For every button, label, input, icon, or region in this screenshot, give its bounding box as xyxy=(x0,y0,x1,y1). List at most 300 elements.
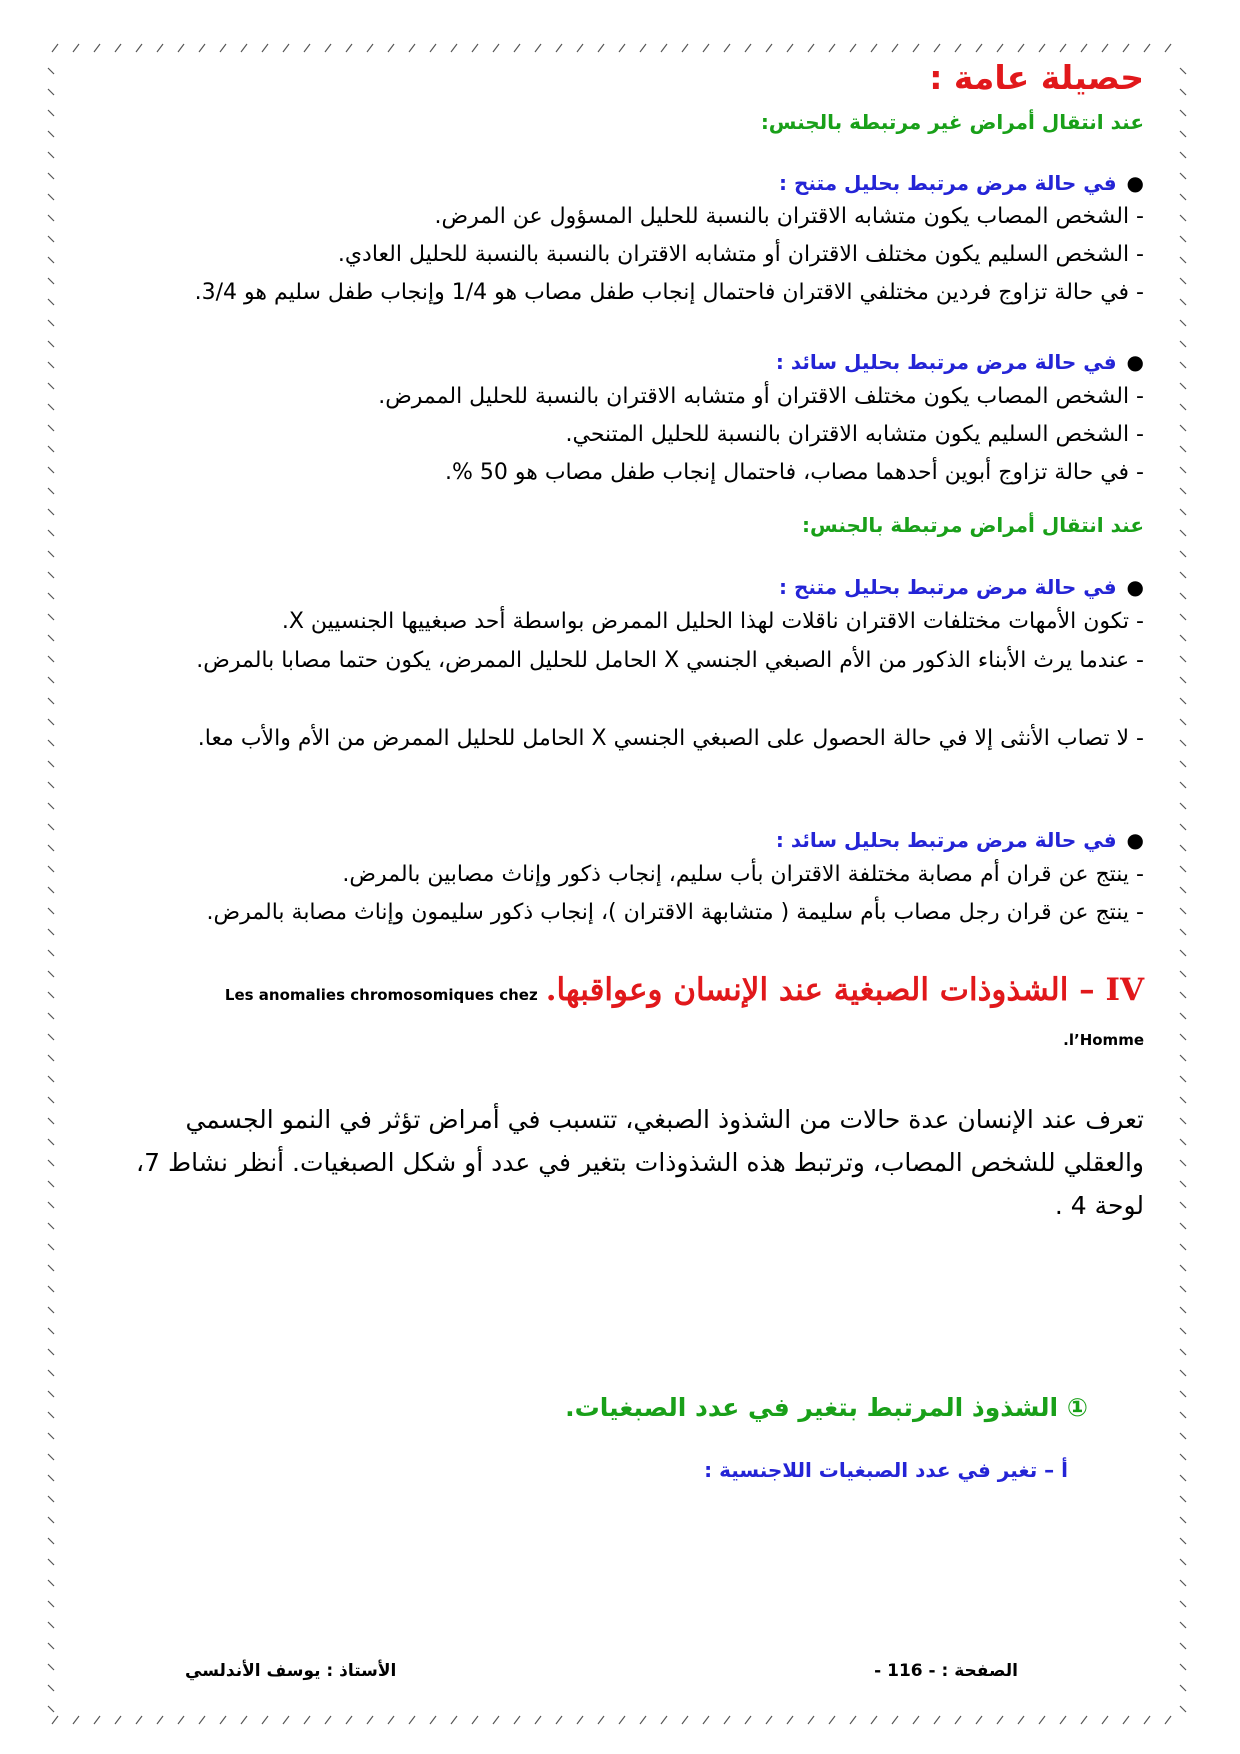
subsection-a-title: أ – تغير في عدد الصبغيات اللاجنسية : xyxy=(704,1458,1068,1482)
border-tick xyxy=(48,677,54,683)
border-tick xyxy=(115,44,121,52)
border-tick xyxy=(1180,887,1186,893)
border-tick xyxy=(52,44,58,52)
border-tick xyxy=(703,1716,709,1724)
border-tick xyxy=(430,44,436,52)
border-tick xyxy=(48,992,54,998)
border-tick xyxy=(48,1223,54,1229)
border-tick xyxy=(1180,908,1186,914)
list-item: - في حالة تزاوج فردين مختلفي الاقتران فاحتمال إنجاب طفل مصاب هو 1/4 وإنجاب طفل سليم هو 3/4. xyxy=(194,280,1144,305)
border-tick xyxy=(1180,614,1186,620)
border-tick xyxy=(766,1716,772,1724)
border-tick xyxy=(724,1716,730,1724)
border-tick xyxy=(115,1716,121,1724)
border-tick xyxy=(48,1034,54,1040)
border-tick xyxy=(48,950,54,956)
border-tick xyxy=(1180,1223,1186,1229)
border-tick xyxy=(1180,992,1186,998)
border-tick xyxy=(1180,971,1186,977)
border-tick xyxy=(1180,1622,1186,1628)
border-tick xyxy=(367,1716,373,1724)
border-tick xyxy=(976,1716,982,1724)
list-item: - تكون الأمهات مختلفات الاقتران ناقلات لهذا الحليل الممرض بواسطة أحد صبغييها الجنسيين X. xyxy=(281,609,1144,634)
dominant-heading-text: في حالة مرض مرتبط بحليل سائد : xyxy=(775,350,1117,374)
border-tick xyxy=(1180,194,1186,200)
border-tick xyxy=(48,1076,54,1082)
border-tick xyxy=(1180,1685,1186,1691)
border-tick xyxy=(871,1716,877,1724)
border-tick xyxy=(934,1716,940,1724)
border-tick xyxy=(48,803,54,809)
border-tick xyxy=(48,614,54,620)
border-tick xyxy=(48,1391,54,1397)
border-tick xyxy=(1102,1716,1108,1724)
border-tick xyxy=(48,1433,54,1439)
border-tick xyxy=(1102,44,1108,52)
border-tick xyxy=(136,1716,142,1724)
border-tick xyxy=(48,1538,54,1544)
border-tick xyxy=(955,44,961,52)
border-tick xyxy=(346,44,352,52)
border-tick xyxy=(913,1716,919,1724)
border-tick xyxy=(304,44,310,52)
border-tick xyxy=(48,446,54,452)
document-page xyxy=(100,58,1158,1698)
border-tick xyxy=(1180,278,1186,284)
border-tick xyxy=(1123,44,1129,52)
border-tick xyxy=(745,44,751,52)
border-tick xyxy=(850,44,856,52)
border-tick xyxy=(1180,1496,1186,1502)
border-tick xyxy=(955,1716,961,1724)
border-tick xyxy=(325,44,331,52)
border-tick xyxy=(871,44,877,52)
border-tick xyxy=(892,44,898,52)
border-tick xyxy=(94,1716,100,1724)
border-tick xyxy=(48,572,54,578)
border-tick xyxy=(766,44,772,52)
border-tick xyxy=(241,1716,247,1724)
border-tick xyxy=(850,1716,856,1724)
border-tick xyxy=(48,1643,54,1649)
border-tick xyxy=(1180,152,1186,158)
border-tick xyxy=(1165,44,1171,52)
border-tick xyxy=(1180,1559,1186,1565)
border-tick xyxy=(997,1716,1003,1724)
border-tick xyxy=(409,1716,415,1724)
border-tick xyxy=(48,1307,54,1313)
border-tick xyxy=(1180,1055,1186,1061)
border-tick xyxy=(556,1716,562,1724)
border-tick xyxy=(157,44,163,52)
border-tick xyxy=(1039,1716,1045,1724)
border-tick xyxy=(1180,425,1186,431)
border-tick xyxy=(48,1664,54,1670)
border-tick xyxy=(1180,299,1186,305)
section-iv-title-fr-cont: l’Homme. xyxy=(1063,1031,1144,1049)
border-tick xyxy=(48,1580,54,1586)
border-tick xyxy=(976,44,982,52)
border-tick xyxy=(1180,1097,1186,1103)
border-tick xyxy=(48,1685,54,1691)
footer-author: الأستاذ : يوسف الأندلسي xyxy=(185,1661,397,1681)
border-tick xyxy=(535,1716,541,1724)
border-tick xyxy=(48,1013,54,1019)
border-tick xyxy=(48,1622,54,1628)
section-iv-intro: تعرف عند الإنسان عدة حالات من الشذوذ الصبغي، تتسبب في أمراض تؤثر في النمو الجسمي والعقلي للشخص المصاب، وترتبط هذه الشذوذات بتغير في عدد أو شكل الصبغيات. أنظر نشاط 7، لوحة 4 . xyxy=(136,1105,1144,1220)
list-item: - الشخص المصاب يكون مختلف الاقتران أو متشابه الاقتران بالنسبة للحليل الممرض. xyxy=(378,384,1144,409)
border-tick xyxy=(178,44,184,52)
border-tick xyxy=(1180,1307,1186,1313)
border-tick xyxy=(1060,44,1066,52)
border-tick xyxy=(52,1716,58,1724)
border-tick xyxy=(1180,824,1186,830)
border-tick xyxy=(73,1716,79,1724)
border-tick xyxy=(262,1716,268,1724)
border-tick xyxy=(48,110,54,116)
border-tick xyxy=(48,173,54,179)
border-tick xyxy=(1180,1202,1186,1208)
border-tick xyxy=(48,908,54,914)
border-tick xyxy=(1180,1349,1186,1355)
border-tick xyxy=(661,1716,667,1724)
border-tick xyxy=(48,1517,54,1523)
border-tick xyxy=(1180,509,1186,515)
summary-title: حصيلة عامة : xyxy=(929,58,1144,97)
section-iv-title xyxy=(104,972,1144,1008)
border-tick xyxy=(1180,1370,1186,1376)
border-tick xyxy=(661,44,667,52)
border-tick xyxy=(1180,1517,1186,1523)
border-tick xyxy=(787,1716,793,1724)
border-tick xyxy=(619,1716,625,1724)
border-tick xyxy=(1180,110,1186,116)
border-tick xyxy=(48,635,54,641)
recessive-heading-text: في حالة مرض مرتبط بحليل متنح : xyxy=(779,575,1117,599)
border-tick xyxy=(48,698,54,704)
border-tick xyxy=(48,425,54,431)
border-tick xyxy=(1180,89,1186,95)
border-tick xyxy=(682,1716,688,1724)
border-tick xyxy=(48,845,54,851)
border-tick xyxy=(1180,1412,1186,1418)
border-tick xyxy=(48,1118,54,1124)
border-tick xyxy=(1180,1244,1186,1250)
border-tick xyxy=(556,44,562,52)
border-tick xyxy=(1018,1716,1024,1724)
border-tick xyxy=(1144,1716,1150,1724)
border-tick xyxy=(829,1716,835,1724)
border-tick xyxy=(997,44,1003,52)
list-item: - ينتج عن قران أم مصابة مختلفة الاقتران بأب سليم، إنجاب ذكور وإناث مصابين بالمرض. xyxy=(342,862,1144,887)
border-tick xyxy=(682,44,688,52)
border-tick xyxy=(48,257,54,263)
border-tick xyxy=(304,1716,310,1724)
bullet-icon: ● xyxy=(1126,828,1144,852)
border-tick xyxy=(409,44,415,52)
border-tick xyxy=(1180,1643,1186,1649)
border-tick xyxy=(724,44,730,52)
border-tick xyxy=(48,1475,54,1481)
border-tick xyxy=(1180,383,1186,389)
recessive-heading xyxy=(779,171,1144,195)
border-tick xyxy=(48,1454,54,1460)
recessive-heading-text: في حالة مرض مرتبط بحليل متنح : xyxy=(779,171,1117,195)
border-tick xyxy=(1180,1328,1186,1334)
border-tick xyxy=(48,68,54,74)
border-tick xyxy=(388,1716,394,1724)
border-tick xyxy=(913,44,919,52)
border-tick xyxy=(1180,446,1186,452)
border-tick xyxy=(48,971,54,977)
border-tick xyxy=(493,1716,499,1724)
border-tick xyxy=(1180,68,1186,74)
border-tick xyxy=(48,1139,54,1145)
border-tick xyxy=(48,194,54,200)
border-tick xyxy=(48,1097,54,1103)
border-tick xyxy=(493,44,499,52)
border-tick xyxy=(1180,656,1186,662)
non-sex-linked-heading: عند انتقال أمراض غير مرتبطة بالجنس: xyxy=(760,110,1144,134)
border-tick xyxy=(1081,1716,1087,1724)
border-tick xyxy=(430,1716,436,1724)
border-tick xyxy=(48,89,54,95)
border-tick xyxy=(1180,698,1186,704)
border-tick xyxy=(1180,782,1186,788)
border-tick xyxy=(703,44,709,52)
border-tick xyxy=(1180,1139,1186,1145)
border-tick xyxy=(220,44,226,52)
border-tick xyxy=(1180,1034,1186,1040)
border-tick xyxy=(808,44,814,52)
dominant-heading-text: في حالة مرض مرتبط بحليل سائد : xyxy=(775,828,1117,852)
list-item: - ينتج عن قران رجل مصاب بأم سليمة ( متشابهة الاقتران )، إنجاب ذكور سليمون وإناث مصابة بالمرض. xyxy=(206,900,1144,925)
border-tick xyxy=(48,1496,54,1502)
list-item: - الشخص السليم يكون متشابه الاقتران بالنسبة للحليل المتنحي. xyxy=(565,422,1144,447)
dominant-heading xyxy=(776,350,1144,374)
border-tick xyxy=(1180,236,1186,242)
border-tick xyxy=(388,44,394,52)
border-tick xyxy=(1180,803,1186,809)
border-tick xyxy=(48,1160,54,1166)
border-tick xyxy=(48,1244,54,1250)
border-tick xyxy=(48,488,54,494)
border-tick xyxy=(48,152,54,158)
border-tick xyxy=(48,1601,54,1607)
border-tick xyxy=(157,1716,163,1724)
border-tick xyxy=(1039,44,1045,52)
border-tick xyxy=(1180,173,1186,179)
border-tick xyxy=(1180,572,1186,578)
border-tick xyxy=(829,44,835,52)
border-tick xyxy=(48,929,54,935)
border-tick xyxy=(48,362,54,368)
border-tick xyxy=(48,1055,54,1061)
border-tick xyxy=(1180,761,1186,767)
border-tick xyxy=(283,44,289,52)
border-tick xyxy=(1180,1475,1186,1481)
border-tick xyxy=(48,1370,54,1376)
border-tick xyxy=(48,551,54,557)
border-tick xyxy=(48,656,54,662)
border-tick xyxy=(1180,215,1186,221)
border-tick xyxy=(241,44,247,52)
border-tick xyxy=(1180,719,1186,725)
border-tick xyxy=(1180,1433,1186,1439)
bullet-icon: ● xyxy=(1126,350,1144,374)
border-tick xyxy=(1180,131,1186,137)
border-tick xyxy=(1180,593,1186,599)
recessive-heading xyxy=(779,575,1144,599)
border-tick xyxy=(808,1716,814,1724)
border-tick xyxy=(48,530,54,536)
border-tick xyxy=(1180,488,1186,494)
border-tick xyxy=(934,44,940,52)
border-tick xyxy=(577,1716,583,1724)
list-item: - لا تصاب الأنثى إلا في حالة الحصول على الصبغي الجنسي X الحامل للحليل الممرض من الأم والأب معا. xyxy=(197,726,1144,751)
border-tick xyxy=(1060,1716,1066,1724)
border-tick xyxy=(48,1349,54,1355)
border-tick xyxy=(472,44,478,52)
border-tick xyxy=(598,44,604,52)
section-iv-title-fr: Les anomalies chromosomiques chez xyxy=(224,986,538,1004)
border-tick xyxy=(48,887,54,893)
list-item: - الشخص المصاب يكون متشابه الاقتران بالنسبة للحليل المسؤول عن المرض. xyxy=(434,204,1144,229)
border-tick xyxy=(1123,1716,1129,1724)
border-tick xyxy=(48,719,54,725)
border-tick xyxy=(1180,1601,1186,1607)
numbered-subsection-title: ① الشذوذ المرتبط بتغير في عدد الصبغيات. xyxy=(565,1393,1088,1422)
border-tick xyxy=(1180,530,1186,536)
border-tick xyxy=(745,1716,751,1724)
border-tick xyxy=(1180,845,1186,851)
border-tick xyxy=(48,320,54,326)
border-tick xyxy=(619,44,625,52)
border-tick xyxy=(1018,44,1024,52)
list-item: - في حالة تزاوج أبوين أحدهما مصاب، فاحتمال إنجاب طفل مصاب هو 50 %. xyxy=(445,460,1144,485)
border-tick xyxy=(48,131,54,137)
border-tick xyxy=(1180,1118,1186,1124)
border-tick xyxy=(598,1716,604,1724)
border-tick xyxy=(136,44,142,52)
border-tick xyxy=(1180,1391,1186,1397)
border-tick xyxy=(787,44,793,52)
border-tick xyxy=(1180,320,1186,326)
border-tick xyxy=(1081,44,1087,52)
border-tick xyxy=(48,509,54,515)
border-tick xyxy=(346,1716,352,1724)
border-tick xyxy=(199,44,205,52)
border-tick xyxy=(94,44,100,52)
border-tick xyxy=(1180,404,1186,410)
border-tick xyxy=(48,782,54,788)
border-tick xyxy=(1180,1454,1186,1460)
border-tick xyxy=(451,44,457,52)
border-tick xyxy=(48,761,54,767)
footer-page-number: الصفحة : - 116 - xyxy=(874,1661,1018,1681)
border-tick xyxy=(1180,1538,1186,1544)
border-tick xyxy=(1180,1286,1186,1292)
border-tick xyxy=(1180,467,1186,473)
border-tick xyxy=(1180,1664,1186,1670)
border-tick xyxy=(220,1716,226,1724)
border-tick xyxy=(1180,635,1186,641)
border-tick xyxy=(199,1716,205,1724)
border-tick xyxy=(1180,929,1186,935)
border-tick xyxy=(48,278,54,284)
border-tick xyxy=(1180,1580,1186,1586)
border-tick xyxy=(1165,1716,1171,1724)
bullet-icon: ● xyxy=(1126,171,1144,195)
border-tick xyxy=(1180,677,1186,683)
border-tick xyxy=(48,1265,54,1271)
border-tick xyxy=(1180,341,1186,347)
border-tick xyxy=(48,1202,54,1208)
border-tick xyxy=(514,1716,520,1724)
border-tick xyxy=(1180,1265,1186,1271)
border-tick xyxy=(48,866,54,872)
border-tick xyxy=(48,1559,54,1565)
border-tick xyxy=(1180,551,1186,557)
border-tick xyxy=(48,404,54,410)
border-tick xyxy=(48,215,54,221)
border-tick xyxy=(640,1716,646,1724)
border-tick xyxy=(514,44,520,52)
border-tick xyxy=(577,44,583,52)
dominant-heading xyxy=(776,828,1144,852)
border-tick xyxy=(48,383,54,389)
border-tick xyxy=(73,44,79,52)
border-tick xyxy=(1180,866,1186,872)
border-tick xyxy=(367,44,373,52)
border-tick xyxy=(1180,1160,1186,1166)
border-tick xyxy=(1180,1013,1186,1019)
border-tick xyxy=(1180,1706,1186,1712)
border-tick xyxy=(535,44,541,52)
bullet-icon: ● xyxy=(1126,575,1144,599)
border-tick xyxy=(472,1716,478,1724)
sex-linked-heading: عند انتقال أمراض مرتبطة بالجنس: xyxy=(802,513,1144,537)
list-item: - الشخص السليم يكون مختلف الاقتران أو متشابه الاقتران بالنسبة بالنسبة للحليل العادي. xyxy=(337,242,1144,267)
border-tick xyxy=(325,1716,331,1724)
border-tick xyxy=(1180,362,1186,368)
border-tick xyxy=(48,341,54,347)
border-tick xyxy=(48,1706,54,1712)
border-tick xyxy=(1180,1076,1186,1082)
list-item: - عندما يرث الأبناء الذكور من الأم الصبغي الجنسي X الحامل للحليل الممرض، يكون حتما مصابا بالمرض. xyxy=(196,648,1144,673)
border-tick xyxy=(1180,1181,1186,1187)
border-tick xyxy=(640,44,646,52)
border-tick xyxy=(48,236,54,242)
border-tick xyxy=(48,1181,54,1187)
border-tick xyxy=(1180,740,1186,746)
border-tick xyxy=(48,824,54,830)
border-tick xyxy=(178,1716,184,1724)
border-tick xyxy=(451,1716,457,1724)
border-tick xyxy=(48,593,54,599)
border-tick xyxy=(48,1412,54,1418)
section-iv-title-ar: IV – الشذوذات الصبغية عند الإنسان وعواقبها. xyxy=(545,972,1144,1008)
border-tick xyxy=(48,1328,54,1334)
border-tick xyxy=(48,740,54,746)
border-tick xyxy=(48,1286,54,1292)
border-tick xyxy=(283,1716,289,1724)
border-tick xyxy=(1144,44,1150,52)
border-tick xyxy=(262,44,268,52)
border-tick xyxy=(48,299,54,305)
border-tick xyxy=(48,467,54,473)
border-tick xyxy=(1180,950,1186,956)
